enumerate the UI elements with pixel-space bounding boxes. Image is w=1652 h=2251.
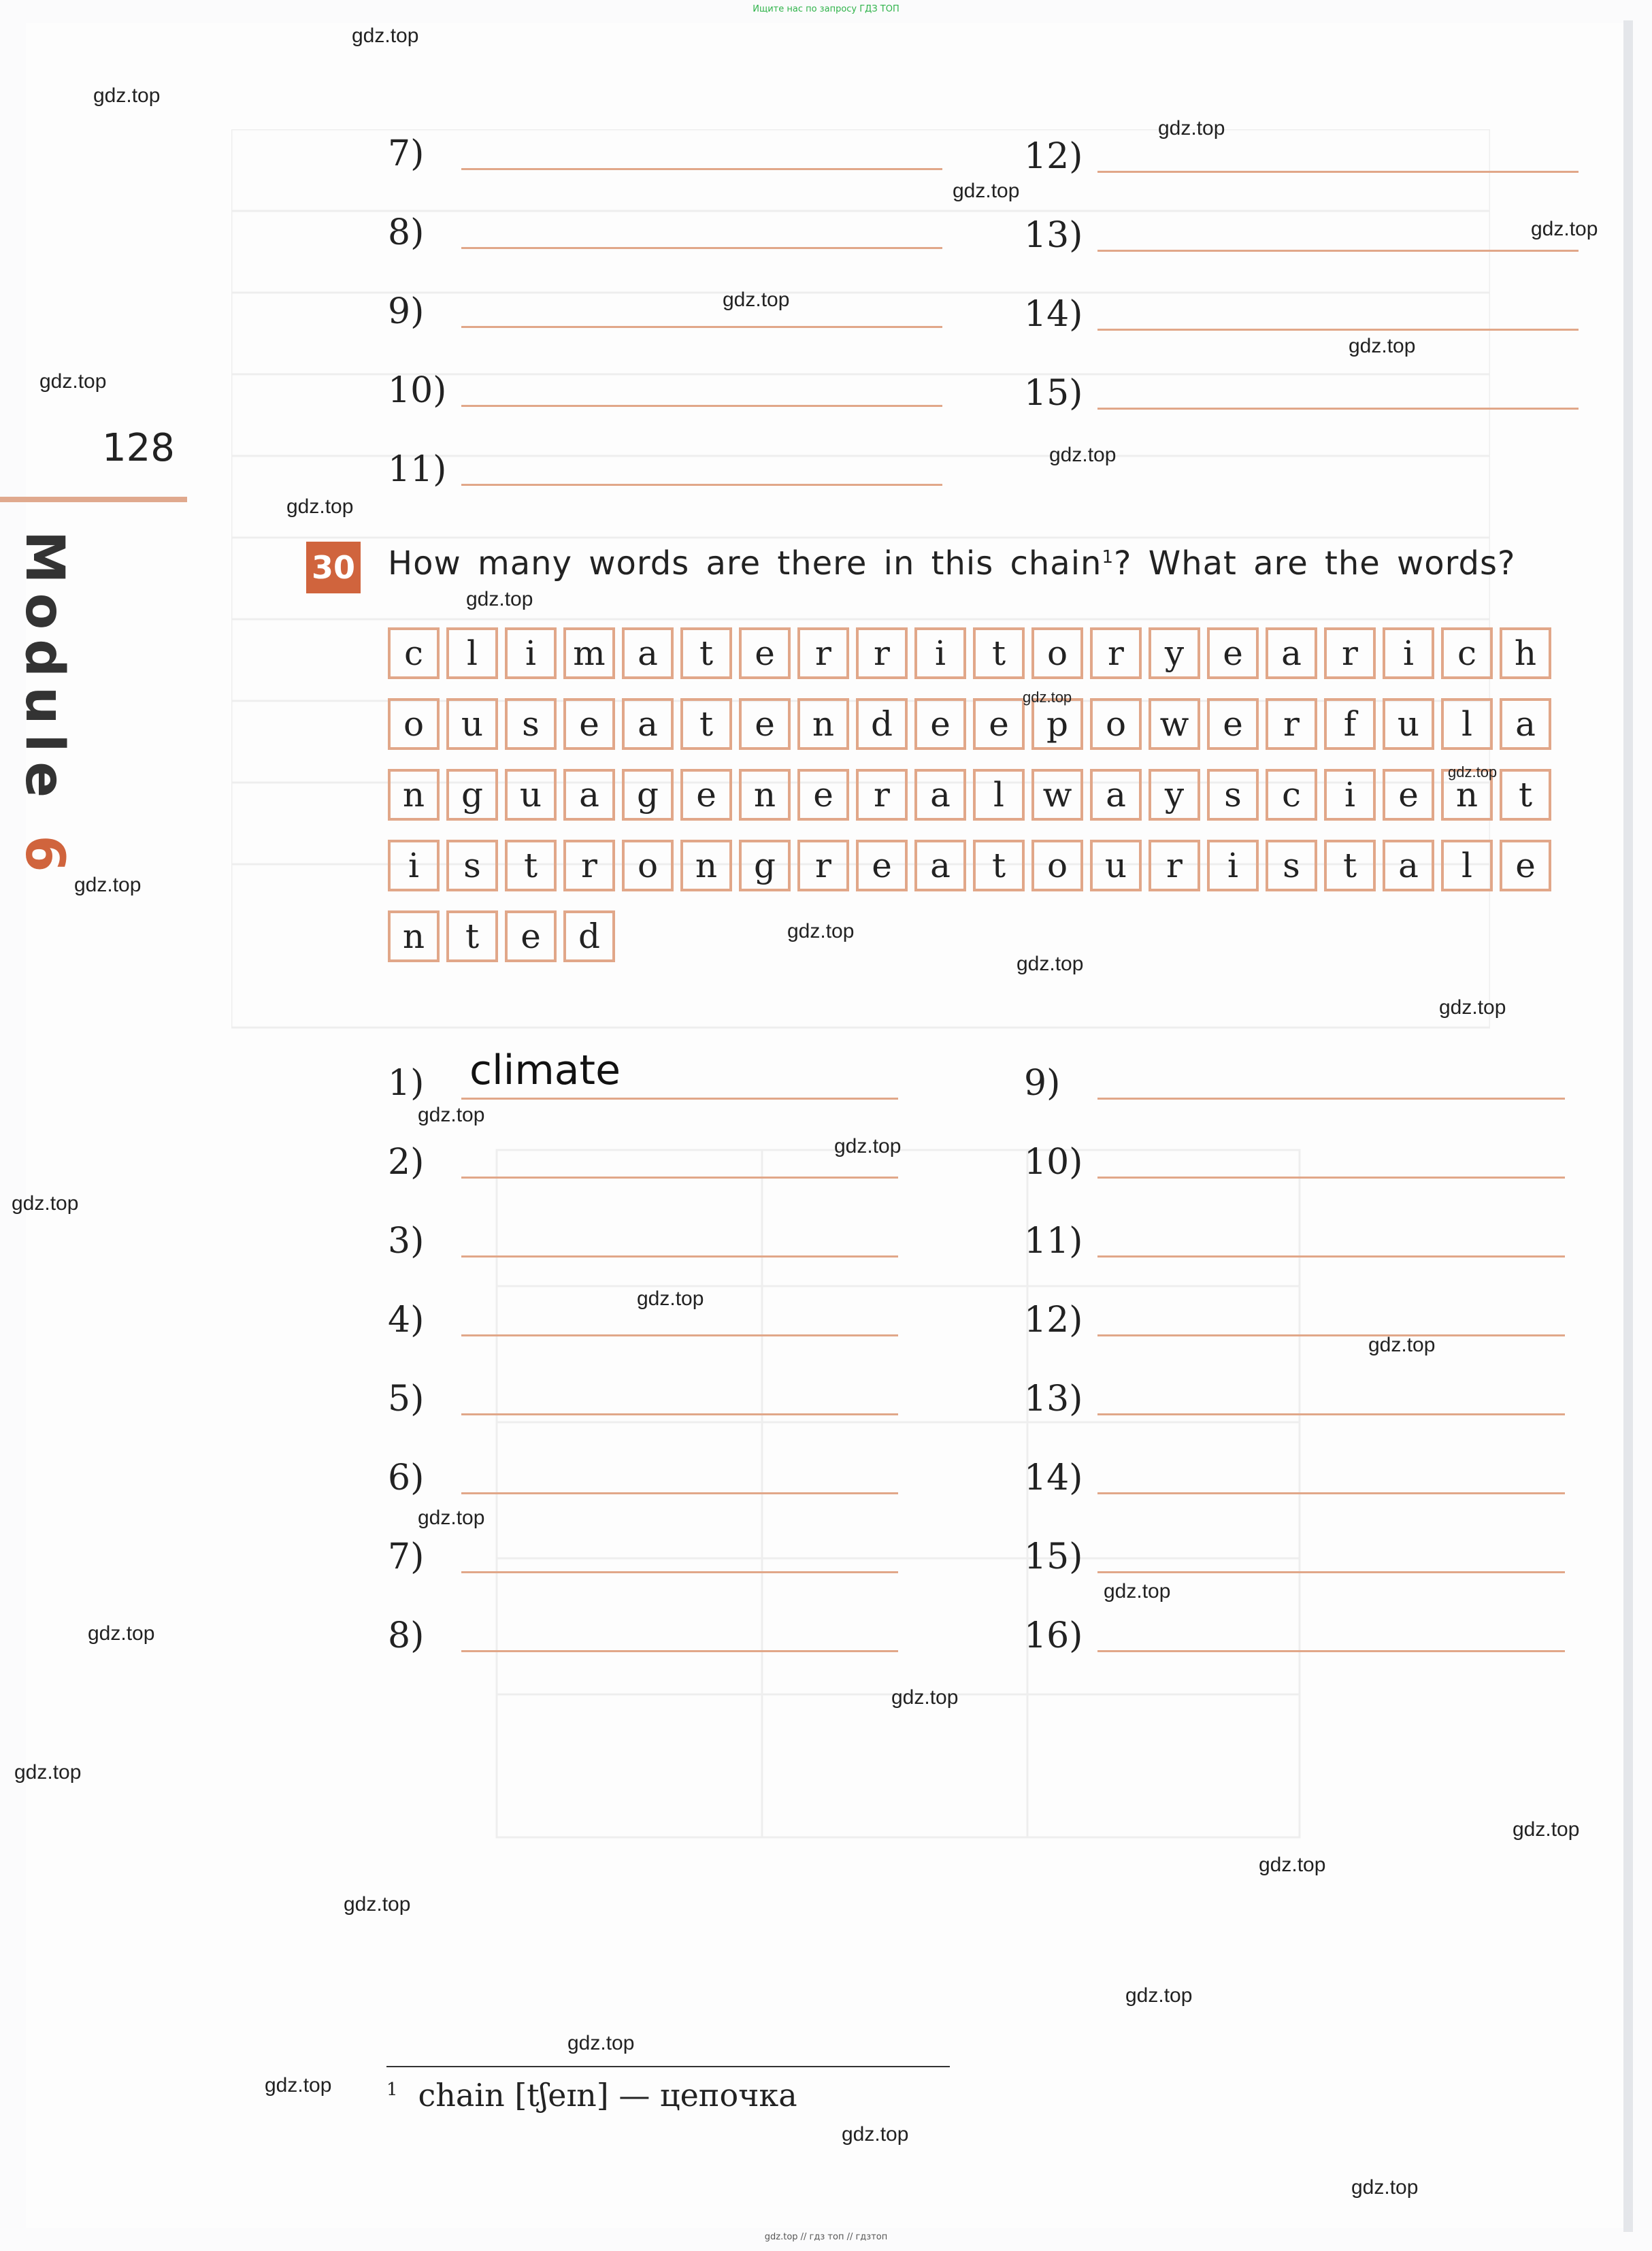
- line-number: 10): [1024, 1142, 1083, 1183]
- line-number: 15): [1024, 373, 1083, 414]
- line-number: 16): [1024, 1615, 1083, 1656]
- write-line: [461, 326, 942, 328]
- letter-cell: t: [1500, 769, 1551, 821]
- watermark: gdz.top: [1368, 1334, 1436, 1356]
- letter-cell: e: [1207, 698, 1259, 750]
- letter-cell: m: [563, 627, 615, 679]
- write-line: [1097, 1177, 1565, 1179]
- letter-cell: t: [973, 840, 1025, 891]
- exercise-number-badge: 30: [306, 542, 361, 593]
- watermark: gdz.top: [1259, 1854, 1326, 1876]
- answer-line[interactable]: [1024, 1458, 1565, 1498]
- letter-cell: e: [856, 840, 908, 891]
- letter-cell: e: [1207, 627, 1259, 679]
- answer-line[interactable]: [1024, 136, 1579, 177]
- letter-cell: e: [797, 769, 849, 821]
- line-number: 7): [388, 133, 425, 174]
- letter-cell: c: [1441, 627, 1493, 679]
- letter-cell: a: [914, 840, 966, 891]
- letter-cell: y: [1149, 627, 1200, 679]
- answer-line[interactable]: [388, 1537, 898, 1577]
- line-number: 12): [1024, 136, 1083, 177]
- write-line: [461, 405, 942, 407]
- letter-cell: o: [1031, 840, 1083, 891]
- write-line: [1097, 1098, 1565, 1100]
- watermark: gdz.top: [418, 1507, 485, 1529]
- answer-line[interactable]: [388, 212, 942, 253]
- write-line: [1097, 1413, 1565, 1415]
- letter-cell: l: [1441, 698, 1493, 750]
- letter-cell: a: [1383, 840, 1434, 891]
- write-line: [461, 1571, 898, 1573]
- write-line: [461, 1098, 898, 1100]
- letter-cell: n: [739, 769, 791, 821]
- write-line: [461, 168, 942, 170]
- letter-cell: i: [505, 627, 557, 679]
- watermark: gdz.top: [12, 1192, 79, 1215]
- watermark: gdz.top: [637, 1287, 704, 1310]
- answer-line[interactable]: [1024, 1537, 1565, 1577]
- line-number: 7): [388, 1537, 425, 1577]
- answer-line[interactable]: [388, 1615, 898, 1656]
- letter-cell: u: [1383, 698, 1434, 750]
- line-number: 2): [388, 1142, 425, 1183]
- watermark: gdz.top: [953, 180, 1020, 202]
- watermark: gdz.top: [1513, 1818, 1580, 1841]
- watermark: gdz.top: [1448, 763, 1498, 781]
- letter-chain-grid: [388, 627, 1551, 981]
- write-line: [461, 1413, 898, 1415]
- answer-line[interactable]: [1024, 1615, 1565, 1656]
- letter-cell: i: [388, 840, 440, 891]
- letter-cell: o: [622, 840, 674, 891]
- letter-cell: a: [1500, 698, 1551, 750]
- letter-cell: g: [446, 769, 498, 821]
- watermark: gdz.top: [842, 2123, 909, 2146]
- watermark: gdz.top: [14, 1761, 82, 1784]
- letter-cell: r: [1266, 698, 1317, 750]
- answer-line[interactable]: [388, 449, 942, 490]
- letter-cell: a: [1266, 627, 1317, 679]
- letter-cell: s: [1207, 769, 1259, 821]
- line-number: 11): [388, 449, 447, 490]
- watermark: gdz.top: [418, 1104, 485, 1126]
- letter-cell: r: [1149, 840, 1200, 891]
- watermark: gdz.top: [567, 2032, 635, 2054]
- watermark: gdz.top: [723, 289, 790, 311]
- line-number: 9): [1024, 1063, 1061, 1104]
- letter-cell: l: [973, 769, 1025, 821]
- letter-cell: d: [563, 910, 615, 962]
- footnote-marker: 1: [386, 2079, 398, 2100]
- line-number: 10): [388, 370, 447, 411]
- answer-line[interactable]: [1024, 1142, 1565, 1183]
- page-number: 128: [102, 426, 175, 470]
- letter-cell: t: [973, 627, 1025, 679]
- letter-cell: a: [914, 769, 966, 821]
- letter-cell: s: [1266, 840, 1317, 891]
- write-line: [1097, 1255, 1565, 1258]
- letter-cell: n: [388, 769, 440, 821]
- handwritten-answer: climate: [469, 1047, 621, 1094]
- letter-cell: n: [680, 840, 732, 891]
- write-line: [1097, 250, 1579, 252]
- answer-line[interactable]: [1024, 1221, 1565, 1262]
- watermark: gdz.top: [787, 920, 855, 942]
- line-number: 8): [388, 1615, 425, 1656]
- letter-cell: a: [622, 627, 674, 679]
- letter-cell: e: [505, 910, 557, 962]
- page-number-underline: [0, 497, 187, 502]
- letter-cell: r: [797, 840, 849, 891]
- letter-cell: r: [797, 627, 849, 679]
- letter-cell: l: [1441, 840, 1493, 891]
- write-line: [461, 1177, 898, 1179]
- letter-cell: t: [446, 910, 498, 962]
- footnote-divider: [386, 2066, 950, 2067]
- write-line: [461, 1492, 898, 1494]
- letter-cell: r: [1324, 627, 1376, 679]
- letter-cell: i: [1207, 840, 1259, 891]
- letter-cell: u: [505, 769, 557, 821]
- watermark: gdz.top: [834, 1135, 902, 1157]
- line-number: 13): [1024, 215, 1083, 256]
- letter-cell: l: [446, 627, 498, 679]
- letter-cell: e: [739, 698, 791, 750]
- watermark: gdz.top: [352, 24, 419, 47]
- letter-cell: g: [739, 840, 791, 891]
- write-line: [1097, 1650, 1565, 1652]
- letter-row: [388, 910, 1551, 962]
- letter-cell: a: [563, 769, 615, 821]
- letter-row: [388, 840, 1551, 891]
- letter-cell: o: [1031, 627, 1083, 679]
- write-line: [461, 247, 942, 249]
- watermark: gdz.top: [93, 84, 161, 107]
- letter-cell: e: [914, 698, 966, 750]
- letter-cell: a: [1090, 769, 1142, 821]
- answer-line[interactable]: [388, 1458, 898, 1498]
- write-line: [1097, 1571, 1565, 1573]
- watermark: gdz.top: [265, 2074, 332, 2097]
- top-search-note: Ищите нас по запросу ГДЗ ТОП: [753, 4, 899, 14]
- line-number: 14): [1024, 1458, 1083, 1498]
- line-number: 1): [388, 1063, 425, 1104]
- letter-cell: i: [1324, 769, 1376, 821]
- letter-cell: c: [1266, 769, 1317, 821]
- watermark: gdz.top: [344, 1893, 411, 1916]
- footnote-reference: 1: [1102, 547, 1114, 568]
- line-number: 3): [388, 1221, 425, 1262]
- write-line: [1097, 1492, 1565, 1494]
- bottom-note: gdz.top // гдз топ // гдзтоп: [764, 2232, 888, 2242]
- module-number: 6: [14, 835, 75, 882]
- line-number: 11): [1024, 1221, 1083, 1262]
- letter-cell: r: [563, 840, 615, 891]
- footnote: [386, 2077, 797, 2114]
- answer-line[interactable]: [1024, 1300, 1565, 1341]
- watermark: gdz.top: [1104, 1580, 1171, 1603]
- letter-cell: y: [1149, 769, 1200, 821]
- letter-cell: g: [622, 769, 674, 821]
- letter-cell: p: [1031, 698, 1083, 750]
- letter-row: [388, 627, 1551, 679]
- letter-cell: t: [680, 627, 732, 679]
- answer-line[interactable]: [388, 1047, 898, 1104]
- letter-cell: w: [1149, 698, 1200, 750]
- letter-cell: d: [856, 698, 908, 750]
- line-number: 14): [1024, 294, 1083, 335]
- answer-line[interactable]: [1024, 1379, 1565, 1419]
- letter-cell: e: [563, 698, 615, 750]
- module-word: Module: [14, 531, 75, 808]
- line-number: 5): [388, 1379, 425, 1419]
- letter-row: [388, 769, 1551, 821]
- letter-cell: c: [388, 627, 440, 679]
- letter-cell: i: [1383, 627, 1434, 679]
- letter-cell: o: [388, 698, 440, 750]
- letter-cell: e: [1500, 840, 1551, 891]
- letter-cell: w: [1031, 769, 1083, 821]
- letter-cell: s: [505, 698, 557, 750]
- answer-line[interactable]: [388, 1379, 898, 1419]
- answer-line[interactable]: [388, 133, 942, 174]
- write-line: [1097, 408, 1579, 410]
- answer-line[interactable]: [388, 1300, 898, 1341]
- footnote-text: chain [tʃeɪn] — цепочка: [418, 2077, 797, 2114]
- watermark: gdz.top: [1158, 117, 1225, 139]
- watermark: gdz.top: [88, 1622, 155, 1645]
- letter-cell: n: [388, 910, 440, 962]
- answer-line[interactable]: [388, 370, 942, 411]
- answer-line[interactable]: [388, 1221, 898, 1262]
- letter-cell: f: [1324, 698, 1376, 750]
- watermark: gdz.top: [1349, 335, 1416, 357]
- watermark: gdz.top: [466, 588, 533, 610]
- watermark: gdz.top: [1351, 2176, 1419, 2199]
- line-number: 15): [1024, 1537, 1083, 1577]
- watermark: gdz.top: [1125, 1984, 1193, 2007]
- letter-cell: s: [446, 840, 498, 891]
- page-edge-shadow: [1623, 20, 1633, 2232]
- line-number: 13): [1024, 1379, 1083, 1419]
- write-line: [1097, 171, 1579, 173]
- answer-line[interactable]: [1024, 373, 1579, 414]
- letter-cell: t: [505, 840, 557, 891]
- question-text-end: ? What are the words?: [1114, 544, 1516, 582]
- watermark: gdz.top: [891, 1686, 959, 1709]
- letter-cell: r: [856, 769, 908, 821]
- letter-row: [388, 698, 1551, 750]
- watermark: gdz.top: [74, 874, 142, 896]
- letter-cell: e: [739, 627, 791, 679]
- write-line: [461, 1255, 898, 1258]
- write-line: [461, 1334, 898, 1336]
- letter-cell: u: [446, 698, 498, 750]
- letter-cell: t: [1324, 840, 1376, 891]
- line-number: 9): [388, 291, 425, 332]
- letter-cell: e: [973, 698, 1025, 750]
- letter-cell: h: [1500, 627, 1551, 679]
- line-number: 4): [388, 1300, 425, 1341]
- question-text: How many words are there in this chain: [388, 544, 1102, 582]
- write-line: [461, 1650, 898, 1652]
- watermark: gdz.top: [1023, 689, 1072, 706]
- letter-cell: i: [914, 627, 966, 679]
- write-line: [461, 484, 942, 486]
- letter-cell: e: [680, 769, 732, 821]
- letter-cell: e: [1383, 769, 1434, 821]
- letter-cell: t: [680, 698, 732, 750]
- exercise-question: [388, 544, 1516, 582]
- watermark: gdz.top: [1439, 996, 1506, 1019]
- letter-cell: n: [1441, 769, 1493, 821]
- letter-cell: n: [797, 698, 849, 750]
- write-line: [1097, 329, 1579, 331]
- letter-cell: r: [1090, 627, 1142, 679]
- line-number: 6): [388, 1458, 425, 1498]
- answer-line[interactable]: [1024, 1063, 1565, 1104]
- write-line: [1097, 1334, 1565, 1336]
- watermark: gdz.top: [39, 370, 107, 393]
- line-number: 8): [388, 212, 425, 253]
- module-label: [14, 531, 75, 882]
- answer-line[interactable]: [1024, 294, 1579, 335]
- watermark: gdz.top: [1017, 953, 1084, 975]
- line-number: 12): [1024, 1300, 1083, 1341]
- watermark: gdz.top: [1531, 218, 1598, 240]
- letter-cell: r: [856, 627, 908, 679]
- watermark: gdz.top: [1049, 444, 1117, 466]
- letter-cell: o: [1090, 698, 1142, 750]
- letter-cell: u: [1090, 840, 1142, 891]
- watermark: gdz.top: [286, 495, 354, 518]
- letter-cell: a: [622, 698, 674, 750]
